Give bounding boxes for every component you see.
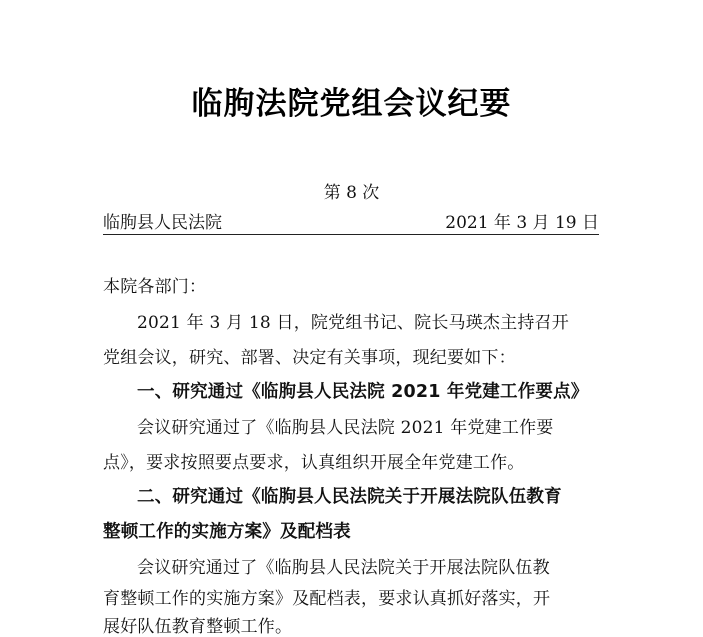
salutation: 本院各部门： [103, 277, 207, 297]
section-1-para-line-1: 会议研究通过了《临朐县人民法院 2021 年党建工作要 [137, 418, 554, 438]
issue-number: 第 8 次 [323, 183, 380, 203]
section-2-para-line-1: 会议研究通过了《临朐县人民法院关于开展法院队伍教 [137, 558, 550, 578]
issuer-line [103, 208, 599, 235]
section-1-para-line-2: 点》，要求按照要点要求，认真组织开展全年党建工作。 [103, 453, 525, 473]
issuing-organization: 临朐县人民法院 [103, 213, 222, 233]
section-2-para-line-2: 育整顿工作的实施方案》及配档表，要求认真抓好落实，开 [103, 589, 551, 609]
intro-line-2: 党组会议，研究、部署、决定有关事项，现纪要如下： [103, 348, 516, 368]
intro-line-1: 2021 年 3 月 18 日，院党组书记、院长马瑛杰主持召开 [137, 313, 569, 333]
section-heading-2-line-1: 二、研究通过《临朐县人民法院关于开展法院队伍教育 [137, 487, 562, 507]
section-2-para-line-3: 展好队伍教育整顿工作。 [103, 617, 293, 637]
section-heading-1: 一、研究通过《临朐县人民法院 2021 年党建工作要点》 [137, 382, 589, 402]
section-heading-2-line-2: 整顿工作的实施方案》及配档表 [103, 522, 351, 542]
document-title: 临朐法院党组会议纪要 [191, 86, 512, 122]
issue-date: 2021 年 3 月 19 日 [445, 213, 599, 233]
